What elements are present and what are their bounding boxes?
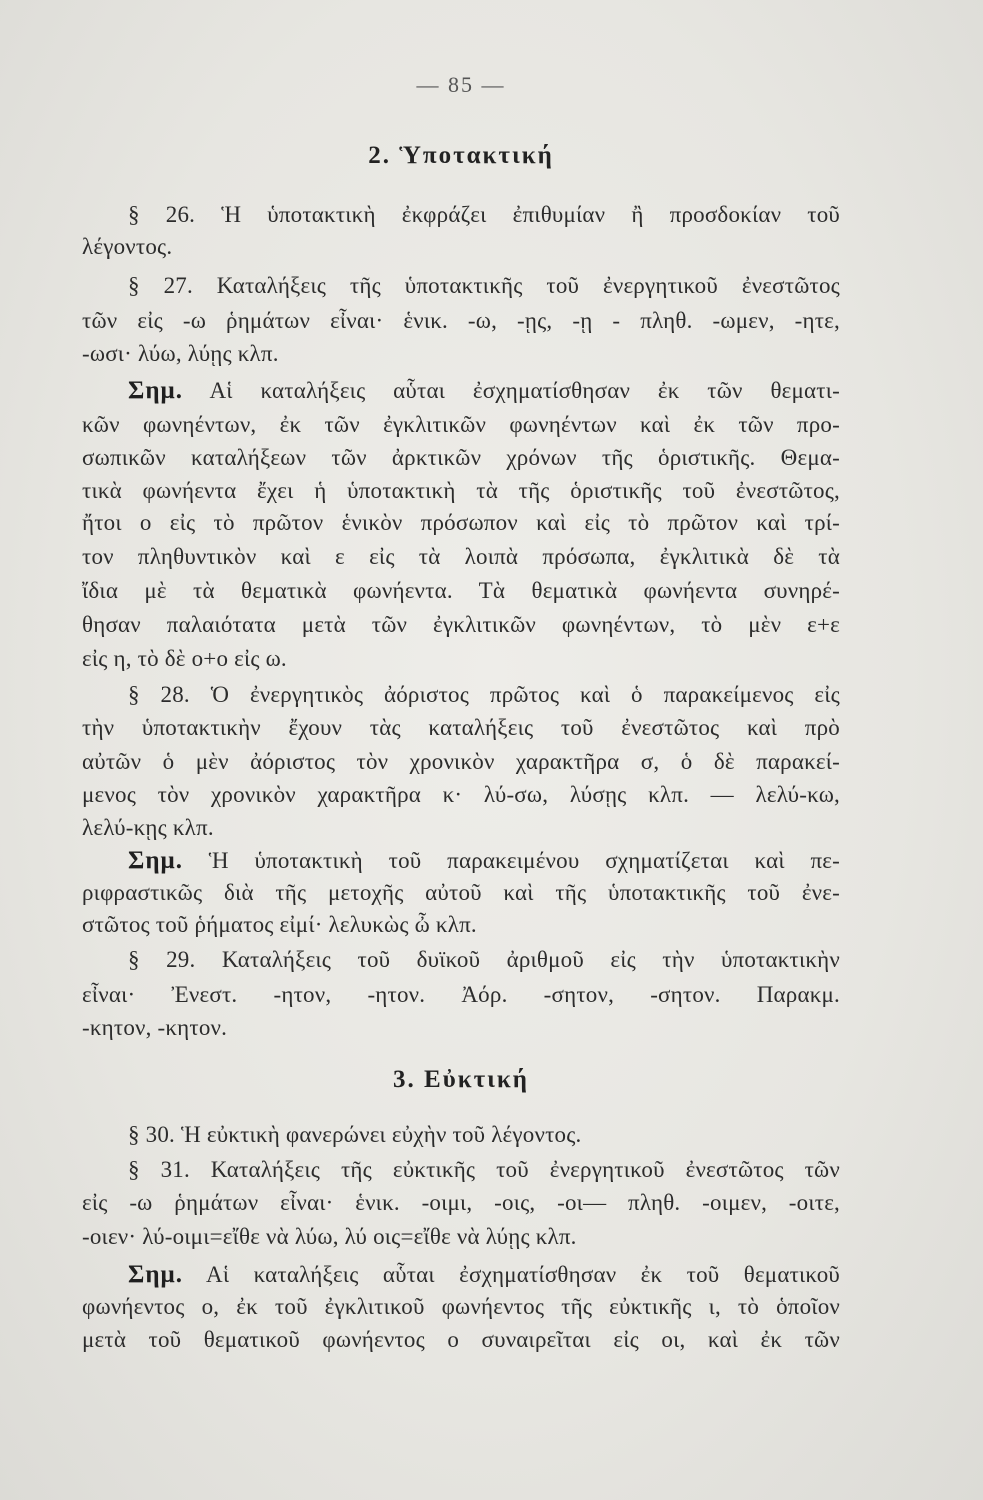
paragraph-26-line: λέγοντος. — [82, 234, 173, 259]
paragraph-26-line: § 26. Ἡ ὑποτακτικὴ ἐκφράζει ἐπιθυμίαν ἢ προσδοκίαν τοῦ — [128, 202, 840, 227]
note-label: Σημ. — [128, 377, 183, 404]
note-1-line: τικὰ φωνήεντα ἔχει ἡ ὑποτακτικὴ τὰ τῆς ὁριστικῆς τοῦ ἐνεστῶτος, — [82, 478, 840, 503]
note-1-line: σωπικῶν καταλήξεων τῶν ἀρκτικῶν χρόνων τῆς ὁριστικῆς. Θεμα- — [82, 445, 840, 470]
paragraph-29-line: εἶναι· Ἐνεστ. -ητον, -ητον. Ἀόρ. -σητον, -σητον. Παρακμ. — [82, 982, 840, 1007]
paragraph-29-line: § 29. Καταλήξεις τοῦ δυϊκοῦ ἀριθμοῦ εἰς τὴν ὑποτακτικὴν — [128, 947, 840, 972]
note-1-line: κῶν φωνηέντων, ἐκ τῶν ἐγκλιτικῶν φωνηέντων καὶ ἐκ τῶν προ- — [82, 412, 840, 437]
page-number: — 85 — — [416, 72, 506, 97]
paragraph-31-line: -οιεν· λύ-οιμι=εἴθε νὰ λύω, λύ οις=εἴθε νὰ λύῃς κλπ. — [82, 1224, 577, 1249]
paragraph-27-line: § 27. Καταλήξεις τῆς ὑποτακτικῆς τοῦ ἐνεργητικοῦ ἐνεστῶτος — [128, 273, 840, 298]
note-label: Σημ. — [128, 847, 183, 874]
paragraph-28-line: αὐτῶν ὁ μὲν ἀόριστος τὸν χρονικὸν χαρακτῆρα σ, ὁ δὲ παρακεί- — [82, 749, 840, 774]
note-2-text: Ἡ ὑποτακτικὴ τοῦ παρακειμένου σχηματίζεται καὶ πε- — [208, 848, 840, 873]
paragraph-31-line: § 31. Καταλήξεις τῆς εὐκτικῆς τοῦ ἐνεργητικοῦ ἐνεστῶτος τῶν — [128, 1157, 840, 1182]
section-heading-optative: 3. Εὐκτική — [393, 1066, 529, 1093]
paragraph-31-line: εἰς -ω ῥημάτων εἶναι· ἑνικ. -οιμι, -οις, -οι— πληθ. -οιμεν, -οιτε, — [82, 1190, 840, 1215]
note-3-line: μετὰ τοῦ θεματικοῦ φωνήεντος ο συναιρεῖται εἰς οι, καὶ ἐκ τῶν — [82, 1327, 840, 1352]
note-1-text: Αἱ καταλήξεις αὗται ἐσχηματίσθησαν ἐκ τῶν θεματι- — [209, 378, 840, 403]
section-heading-subjunctive: 2. Ὑποτακτική — [368, 142, 554, 169]
paragraph-28-line: μενος τὸν χρονικὸν χαρακτῆρα κ· λύ-σω, λύσῃς κλπ. — λελύ-κω, — [82, 782, 840, 807]
note-1-line: θησαν παλαιότατα μετὰ τῶν ἐγκλιτικῶν φωνηέντων, τὸ μὲν ε+ε — [82, 612, 840, 637]
note-2-first-line — [128, 846, 840, 876]
note-1-line: τον πληθυντικὸν καὶ ε εἰς τὰ λοιπὰ πρόσωπα, ἐγκλιτικὰ δὲ τὰ — [82, 544, 840, 569]
note-2-line: στῶτος τοῦ ῥήματος εἰμί· λελυκὼς ὦ κλπ. — [82, 912, 477, 937]
note-1-line: εἰς η, τὸ δὲ ο+ο εἰς ω. — [82, 646, 287, 671]
paragraph-28-line: λελύ-κῃς κλπ. — [82, 815, 214, 840]
note-2-line: ριφραστικῶς διὰ τῆς μετοχῆς αὐτοῦ καὶ τῆς ὑποτακτικῆς τοῦ ἐνε- — [82, 880, 840, 905]
note-1-line: ἤτοι ο εἰς τὸ πρῶτον ἑνικὸν πρόσωπον καὶ εἰς τὸ πρῶτον καὶ τρί- — [82, 510, 840, 535]
paragraph-29-line: -κητον, -κητον. — [82, 1015, 228, 1040]
note-label: Σημ. — [128, 1261, 183, 1288]
paragraph-27-line: τῶν εἰς -ω ῥημάτων εἶναι· ἑνικ. -ω, -ῃς, -ῃ - πληθ. -ωμεν, -ητε, — [82, 308, 840, 333]
paragraph-30-line: § 30. Ἡ εὐκτικὴ φανερώνει εὐχὴν τοῦ λέγοντος. — [128, 1122, 582, 1147]
paragraph-28-line: τὴν ὑποτακτικὴν ἔχουν τὰς καταλήξεις τοῦ ἐνεστῶτος καὶ πρὸ — [82, 715, 840, 740]
note-3-line: φωνήεντος ο, ἐκ τοῦ ἐγκλιτικοῦ φωνήεντος τῆς εὐκτικῆς ι, τὸ ὁποῖον — [82, 1294, 840, 1319]
paragraph-27-line: -ωσι· λύω, λύῃς κλπ. — [82, 341, 279, 366]
note-1-first-line — [128, 376, 840, 406]
paragraph-28-line: § 28. Ὁ ἐνεργητικὸς ἀόριστος πρῶτος καὶ ὁ παρακείμενος εἰς — [128, 682, 840, 707]
note-3-text: Αἱ καταλήξεις αὗται ἐσχηματίσθησαν ἐκ τοῦ θεματικοῦ — [206, 1262, 840, 1287]
note-1-line: ἴδια μὲ τὰ θεματικὰ φωνήεντα. Τὰ θεματικὰ φωνήεντα συνηρέ- — [82, 578, 840, 603]
note-3-first-line — [128, 1260, 840, 1290]
